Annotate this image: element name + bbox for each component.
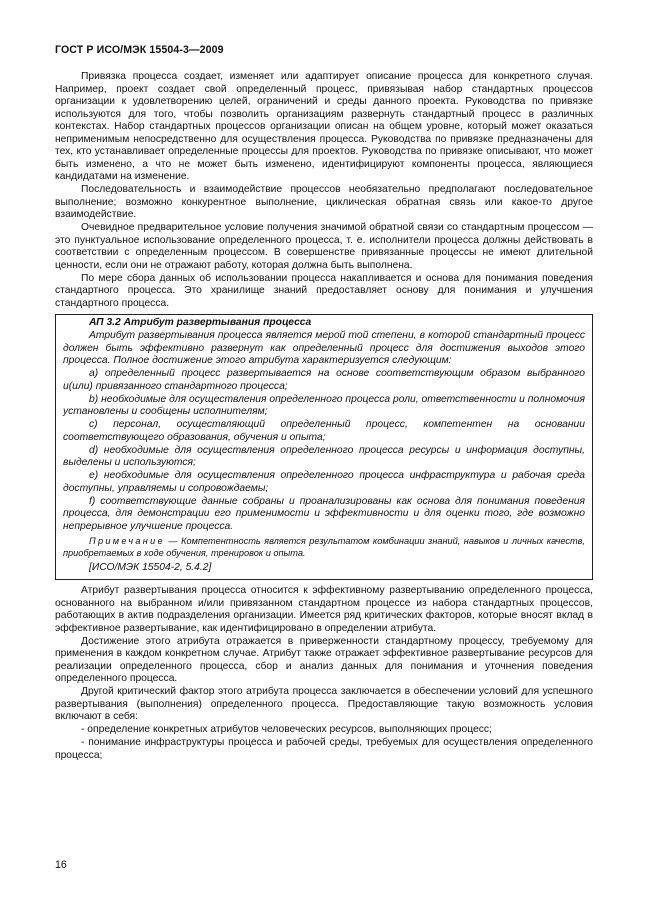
paragraph: Последовательность и взаимодействие процессов необязательно предполагают последовательное выполнение; возможно конкурентное выполнение, циклическая обратная связь или какое-то другое взаимодействие. (55, 184, 593, 220)
list-item: - определение конкретных атрибутов человеческих ресурсов, выполняющих процесс; (81, 724, 492, 735)
box-reference: [ИСО/МЭК 15504-2, 5.4.2] (89, 562, 212, 573)
page-number: 16 (55, 859, 67, 871)
box-title: АП 3.2 Атрибут развертывания процесса (89, 317, 312, 328)
box-note (63, 536, 585, 559)
box-item: f) соответствующие данные собраны и проанализированы как основа для понимания поведения процесса, для демонстрации его применимости и эффективности и для оценки того, где возможно непрерывное улучшение процесса. (63, 495, 585, 532)
document-header: ГОСТ Р ИСО/МЭК 15504-3—2009 (55, 44, 224, 56)
box-item: с) персонал, осуществляющий определенный процесс, компетентен на основании соответствующего образования, обучения и опыта; (63, 419, 585, 443)
note-label: Примечание (89, 536, 165, 546)
paragraph: Атрибут развертывания процесса относится к эффективному развертыванию определенного процесса, основанного на выбранном и/или привязанном стандартном процессе из набора стандартных процессов, работающих в актив подразделения организации. Имеется ряд критических факторов, которые вносят вклад в эффективное развертывание, как идентифицировано в определении атрибута. (55, 585, 593, 634)
paragraph: Очевидное предварительное условие получения значимой обратной связи со стандартным процессом — это пунктуальное использование определенного процесса, т. е. исполнители процесса должны действовать в соответствии с определенным процессом. В совершенстве привязанные процессы не имеют длительной ценности, если они не отражают работу, которая должна быть выполнена. (55, 222, 593, 271)
document-body (55, 71, 593, 763)
box-item: b) необходимые для осуществления определенного процесса роли, ответственности и полномочия установлены и сообщены исполнителям; (63, 393, 585, 417)
paragraph: Привязка процесса создает, изменяет или адаптирует описание процесса для конкретного случая. Например, проект создает свой определенный процесс, привязывая набор стандартных процессов организации к удовлетворению целей, ограничений и среды данного проекта. Руководства по привязке используются для того, чтобы позволить организациям развернуть стандартный процесс в различных контекстах. Набор стандартных процессов организации описан на общем уровне, который может оказаться неприменимым непосредственно для осуществления процесса. Руководства по привязке предназначены для тех, кто устанавливает определенные процессы для проектов. Руководства по привязке описывают, что может быть изменено, а что не может быть изменено, идентифицируют компоненты процесса, являющиеся кандидатами на изменение. (55, 71, 593, 182)
box-item: d) необходимые для осуществления определенного процесса ресурсы и информация доступны, выделены и используются; (63, 444, 585, 468)
paragraph: Другой критический фактор этого атрибута процесса заключается в обеспечении условий для успешного развертывания (выполнения) определенного процесса. Предоставляющие такую возможность условия включают в себя: (55, 686, 593, 722)
note-text: — Компетентность является результатом комбинации знаний, навыков и личных качеств, приобретаемых в ходе обучения, тренировок и опыта. (63, 536, 585, 558)
paragraph: По мере сбора данных об использовании процесса накапливается и основа для понимания поведения стандартного процесса. Это хранилище знаний предоставляет основу для понимания и улучшения стандартного процесса. (55, 272, 593, 309)
attribute-box (55, 314, 593, 580)
box-item: а) определенный процесс развертывается на основе соответствующим образом выбранного и(или) привязанного стандартного процесса; (63, 368, 585, 392)
box-intro: Атрибут развертывания процесса является мерой той степени, в которой стандартный процесс должен быть эффективно развернут как определенный процесс для достижения выходов этого процесса. Полное достижение этого атрибута характеризуется следующим: (63, 330, 585, 366)
list-item: - понимание инфраструктуры процесса и рабочей среды, требуемых для осуществления определенного процесса; (55, 737, 593, 761)
box-item: е) необходимые для осуществления определенного процесса инфраструктура и рабочая среда доступны, управляемы и сопровождаемы; (63, 470, 585, 494)
paragraph: Достижение этого атрибута отражается в приверженности стандартному процессу, требуемому для применения в каждом конкретном случае. Атрибут также отражает эффективное развертывание ресурсов для реализации определенного процесса, сбор и анализ данных для понимания и уточнения поведения определенного процесса. (55, 635, 593, 684)
